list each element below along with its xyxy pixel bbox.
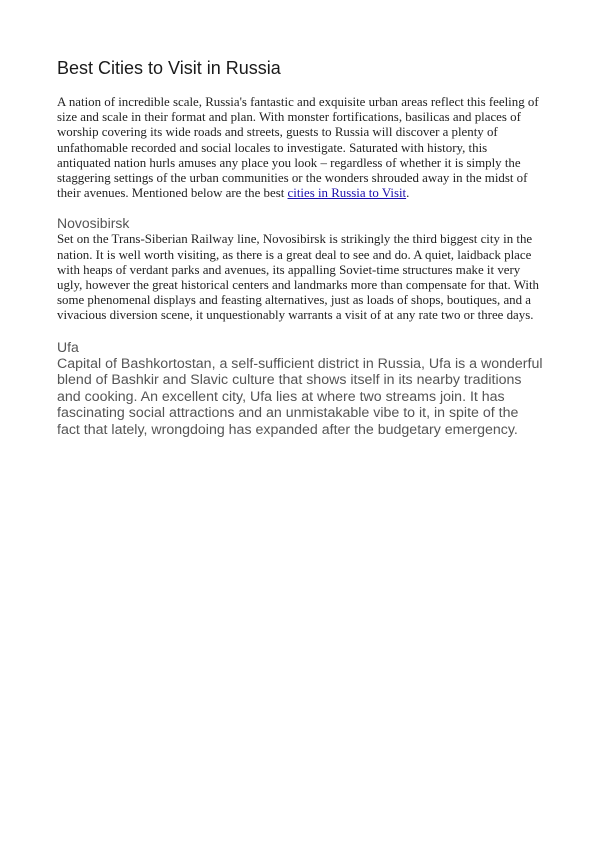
intro-period: . xyxy=(406,186,410,201)
section-body-ufa: Capital of Bashkortostan, a self-sufficient district in Russia, Ufa is a wonderful blend of Bashkir and Slavic culture that shows itself in its nearby traditions and cooking. An excellent city, Ufa lies at where two streams join. It has fascinating social attractions and an unmistakable vibe to it, in spite of the fact that lately, wrongdoing has expanded after the budgetary emergency. xyxy=(57,355,543,439)
intro-text: A nation of incredible scale, Russia's fantastic and exquisite urban areas reflect this feeling of size and scale in their format and plan. With monster fortifications, basilicas and places of worship covering its wide roads and streets, guests to Russia will discover a plenty of unfathomable recorded and social locales to investigate. Saturated with history, this antiquated nation hurls amuses any place you look – regardless of whether it is simply the staggering settings of the urban communities or the wonders shrouded away in the midst of their avenues. Mentioned below are the best xyxy=(57,95,539,201)
section-body-novosibirsk: Set on the Trans-Siberian Railway line, Novosibirsk is strikingly the third biggest city in the nation. It is well worth visiting, as there is a great deal to see and do. A quiet, laidback place with heaps of verdant parks and avenues, its appalling Soviet-time structures make it very ugly, however the great historical centers and landmarks more than compensate for that. With some phenomenal displays and feasting alternatives, just as loads of shops, boutiques, and a vivacious diversion scene, it unquestionably warrants a visit of at any rate two or three days. xyxy=(57,232,540,323)
document-page xyxy=(57,56,543,439)
page-title: Best Cities to Visit in Russia xyxy=(57,58,281,78)
cities-link[interactable]: cities in Russia to Visit xyxy=(287,186,407,201)
section-heading-ufa: Ufa xyxy=(57,338,79,355)
section-heading-novosibirsk: Novosibirsk xyxy=(57,215,130,232)
intro-paragraph xyxy=(57,95,543,201)
